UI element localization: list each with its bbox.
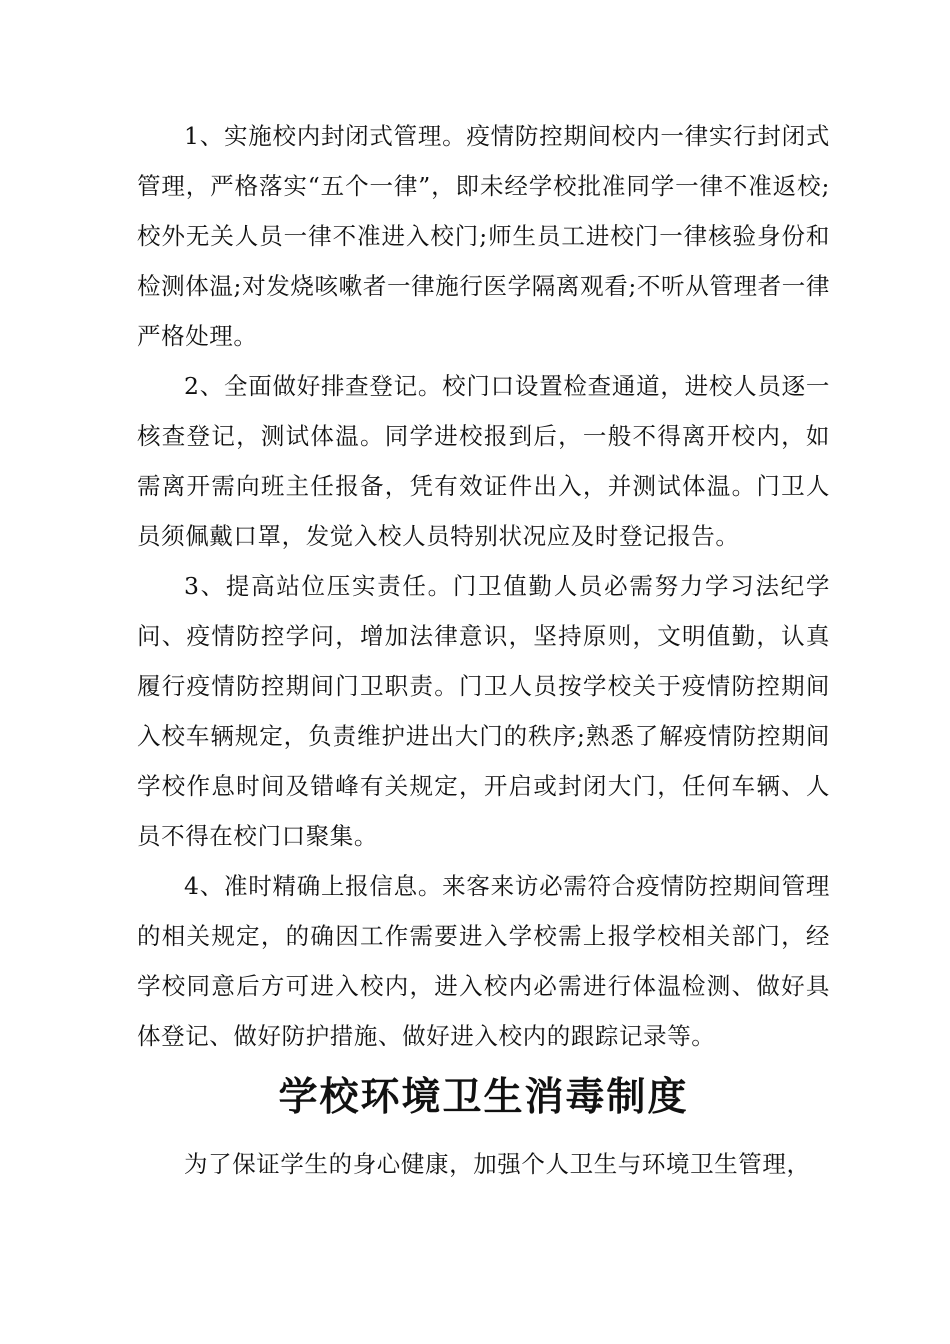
paragraph-responsibility: 3、提高站位压实责任。门卫值勤人员必需努力学习法纪学问、疫情防控学问，增加法律意识，坚持原则，文明值勤，认真履行疫情防控期间门卫职责。门卫人员按学校关于疫情防控期间入校车辆规定，负责维护进出大门的秩序;熟悉了解疫情防控期间学校作息时间及错峰有关规定，开启或封闭大门，任何车辆、人员不得在校门口聚集。 <box>137 572 830 850</box>
paragraph-screening-registration: 2、全面做好排查登记。校门口设置检查通道，进校人员逐一核查登记，测试体温。同学进校报到后，一般不得离开校内，如需离开需向班主任报备，凭有效证件出入，并测试体温。门卫人员须佩戴口罩，发觉入校人员特别状况应及时登记报告。 <box>137 372 830 550</box>
paragraph-closed-management: 1、实施校内封闭式管理。疫情防控期间校内一律实行封闭式管理，严格落实“五个一律”，即未经学校批准同学一律不准返校;校外无关人员一律不准进入校门;师生员工进校门一律核验身份和检测体温;对发烧咳嗽者一律施行医学隔离观看;不听从管理者一律严格处理。 <box>137 122 830 350</box>
section-title: 学校环境卫生消毒制度 <box>278 1075 689 1120</box>
paragraph-reporting: 4、准时精确上报信息。来客来访必需符合疫情防控期间管理的相关规定，的确因工作需要进入学校需上报学校相关部门，经学校同意后方可进入校内，进入校内必需进行体温检测、做好具体登记、做好防护措施、做好进入校内的跟踪记录等。 <box>137 872 830 1050</box>
paragraph-intro: 为了保证学生的身心健康，加强个人卫生与环境卫生管理， <box>184 1150 811 1178</box>
document-body <box>137 111 830 1189</box>
